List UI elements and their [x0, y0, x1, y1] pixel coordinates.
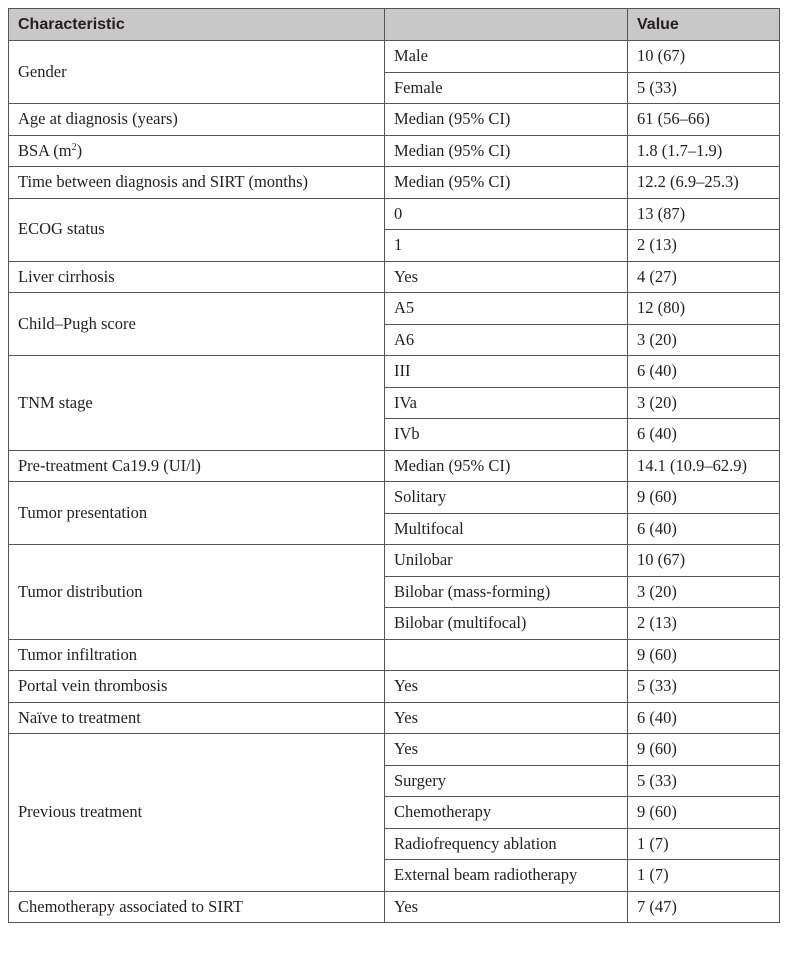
value-cell: 14.1 (10.9–62.9) — [628, 450, 780, 482]
value-cell: 9 (60) — [628, 639, 780, 671]
value-cell: 6 (40) — [628, 702, 780, 734]
characteristic-cell — [9, 104, 385, 136]
header-characteristic: Characteristic — [9, 9, 385, 41]
table-row — [9, 450, 780, 482]
value-cell: 1 (7) — [628, 828, 780, 860]
value-cell: 3 (20) — [628, 576, 780, 608]
table-header-row — [9, 9, 780, 41]
value-cell: 6 (40) — [628, 513, 780, 545]
characteristic-cell — [9, 545, 385, 640]
subcategory-cell: Yes — [385, 734, 628, 766]
characteristic-label: ECOG status — [18, 219, 105, 239]
characteristic-label: Tumor infiltration — [18, 644, 138, 664]
value-cell: 9 (60) — [628, 734, 780, 766]
characteristic-superscript: 2 — [71, 141, 77, 153]
table-row — [9, 293, 780, 325]
characteristic-cell — [9, 167, 385, 199]
subcategory-cell: Bilobar (mass-forming) — [385, 576, 628, 608]
table-row — [9, 482, 780, 514]
value-cell: 3 (20) — [628, 324, 780, 356]
characteristic-label: Liver cirrhosis — [18, 266, 115, 286]
characteristic-cell — [9, 891, 385, 923]
subcategory-cell: Female — [385, 72, 628, 104]
subcategory-cell: IVb — [385, 419, 628, 451]
subcategory-cell: A6 — [385, 324, 628, 356]
value-cell: 61 (56–66) — [628, 104, 780, 136]
value-cell: 2 (13) — [628, 608, 780, 640]
table-row — [9, 734, 780, 766]
subcategory-cell: Unilobar — [385, 545, 628, 577]
subcategory-cell: Median (95% CI) — [385, 450, 628, 482]
subcategory-cell: Radiofrequency ablation — [385, 828, 628, 860]
table-row — [9, 261, 780, 293]
value-cell: 13 (87) — [628, 198, 780, 230]
table-row — [9, 671, 780, 703]
value-cell: 12.2 (6.9–25.3) — [628, 167, 780, 199]
subcategory-cell: Surgery — [385, 765, 628, 797]
value-cell: 5 (33) — [628, 72, 780, 104]
table-body — [9, 41, 780, 923]
subcategory-cell: Median (95% CI) — [385, 167, 628, 199]
table-row — [9, 104, 780, 136]
characteristic-label: Portal vein thrombosis — [18, 676, 168, 696]
header-subcategory — [385, 9, 628, 41]
characteristic-label: Child–Pugh score — [18, 313, 136, 333]
characteristic-cell — [9, 135, 385, 167]
characteristic-label: Age at diagnosis (years) — [18, 109, 178, 129]
value-cell: 6 (40) — [628, 356, 780, 388]
subcategory-cell: Median (95% CI) — [385, 135, 628, 167]
characteristic-label: BSA (m — [18, 140, 72, 160]
table-row — [9, 545, 780, 577]
characteristic-cell — [9, 261, 385, 293]
characteristic-label: Tumor presentation — [18, 502, 148, 522]
characteristic-label: Previous treatment — [18, 802, 143, 822]
characteristic-cell — [9, 702, 385, 734]
table-row — [9, 41, 780, 73]
value-cell: 12 (80) — [628, 293, 780, 325]
value-cell: 7 (47) — [628, 891, 780, 923]
characteristic-label: Gender — [18, 61, 67, 81]
table-row — [9, 356, 780, 388]
table-row — [9, 891, 780, 923]
subcategory-cell: Bilobar (multifocal) — [385, 608, 628, 640]
characteristic-cell — [9, 41, 385, 104]
characteristic-cell — [9, 293, 385, 356]
subcategory-cell: Yes — [385, 702, 628, 734]
characteristics-table — [8, 8, 780, 923]
value-cell: 4 (27) — [628, 261, 780, 293]
characteristic-label: Chemotherapy associated to SIRT — [18, 896, 243, 916]
characteristic-label: Naïve to treatment — [18, 707, 141, 727]
value-cell: 5 (33) — [628, 671, 780, 703]
value-cell: 9 (60) — [628, 482, 780, 514]
subcategory-cell: Yes — [385, 891, 628, 923]
value-cell: 1 (7) — [628, 860, 780, 892]
characteristic-cell — [9, 671, 385, 703]
subcategory-cell: External beam radiotherapy — [385, 860, 628, 892]
table-row — [9, 167, 780, 199]
value-cell: 10 (67) — [628, 41, 780, 73]
characteristic-cell — [9, 482, 385, 545]
subcategory-cell: IVa — [385, 387, 628, 419]
subcategory-cell: A5 — [385, 293, 628, 325]
characteristic-label: Time between diagnosis and SIRT (months) — [18, 172, 309, 192]
characteristic-cell — [9, 198, 385, 261]
table-row — [9, 198, 780, 230]
characteristic-cell — [9, 734, 385, 892]
value-cell: 9 (60) — [628, 797, 780, 829]
characteristic-cell — [9, 356, 385, 451]
table-row — [9, 135, 780, 167]
characteristic-cell — [9, 639, 385, 671]
value-cell: 10 (67) — [628, 545, 780, 577]
characteristic-label: TNM stage — [18, 392, 93, 412]
subcategory-cell: Multifocal — [385, 513, 628, 545]
value-cell: 3 (20) — [628, 387, 780, 419]
subcategory-cell: Yes — [385, 671, 628, 703]
subcategory-cell: III — [385, 356, 628, 388]
characteristic-label: Tumor distribution — [18, 581, 143, 601]
subcategory-cell: Male — [385, 41, 628, 73]
table-row — [9, 702, 780, 734]
table-row — [9, 639, 780, 671]
value-cell: 5 (33) — [628, 765, 780, 797]
value-cell: 1.8 (1.7–1.9) — [628, 135, 780, 167]
subcategory-cell: Median (95% CI) — [385, 104, 628, 136]
header-value: Value — [628, 9, 780, 41]
value-cell: 2 (13) — [628, 230, 780, 262]
subcategory-cell: 0 — [385, 198, 628, 230]
subcategory-cell: Solitary — [385, 482, 628, 514]
subcategory-cell: 1 — [385, 230, 628, 262]
value-cell: 6 (40) — [628, 419, 780, 451]
characteristic-cell — [9, 450, 385, 482]
subcategory-cell: Chemotherapy — [385, 797, 628, 829]
subcategory-cell: Yes — [385, 261, 628, 293]
characteristic-suffix: ) — [76, 140, 83, 160]
characteristic-label: Pre-treatment Ca19.9 (UI/l) — [18, 455, 201, 475]
subcategory-cell — [385, 639, 628, 671]
